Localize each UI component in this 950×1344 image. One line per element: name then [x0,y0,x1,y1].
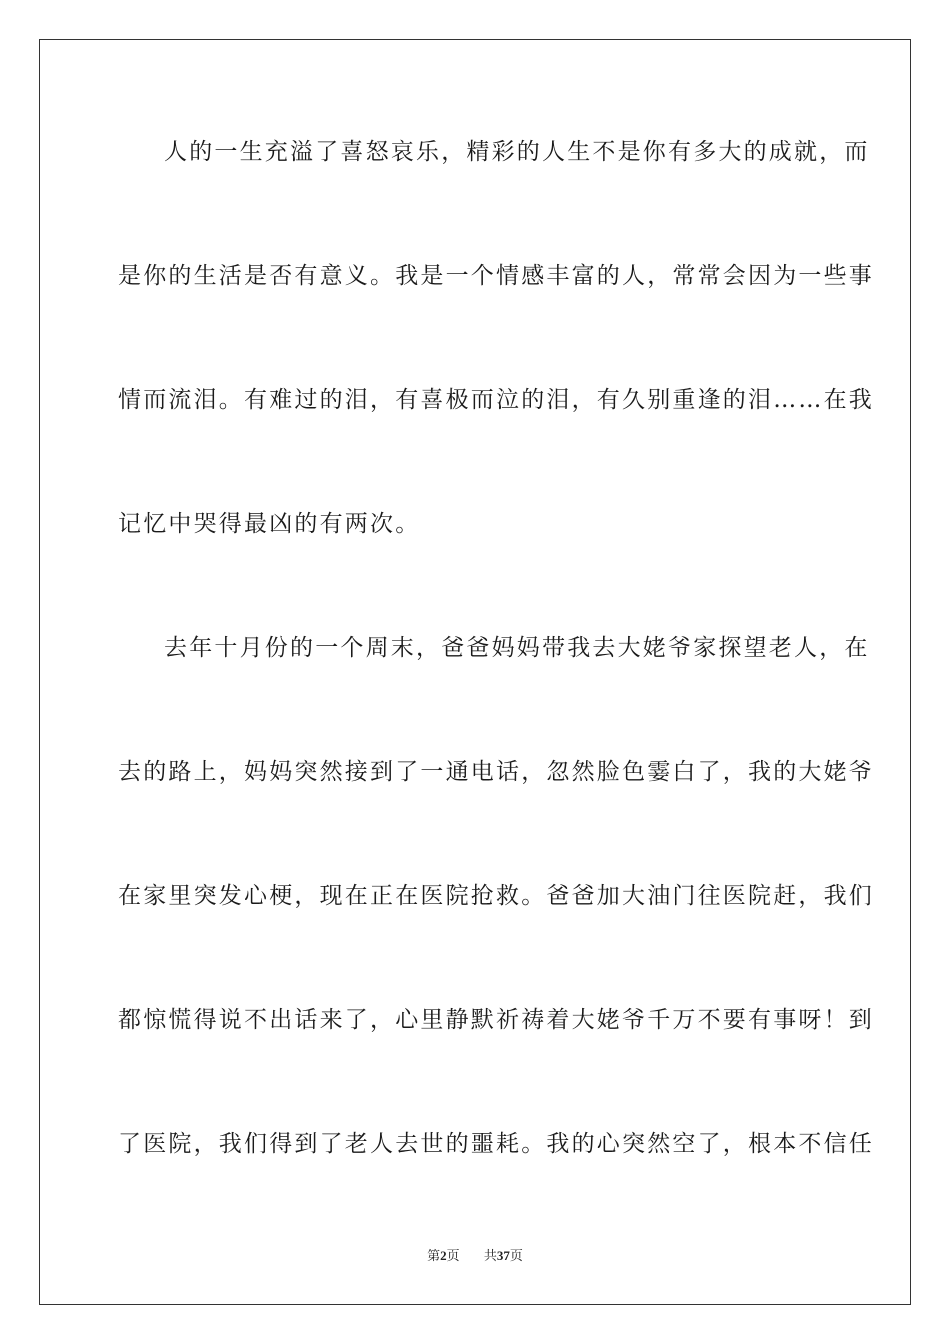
text-line: 去年十月份的一个周末，爸爸妈妈带我去大姥爷家探望老人，在 [164,635,870,661]
text-line: 在家里突发心梗，现在正在医院抢救。爸爸加大油门往医院赶，我们 [118,883,874,909]
text-line: 记忆中哭得最凶的有两次。 [118,511,421,537]
text-line: 都惊慌得说不出话来了，心里静默祈祷着大姥爷千万不要有事呀！到 [118,1007,874,1033]
page-footer [0,1247,950,1266]
page-total-prefix: 共 [483,1249,497,1264]
page-total: 37 [496,1248,510,1263]
page-number-prefix: 第 [427,1249,441,1264]
page-number-suffix: 页 [446,1249,460,1264]
page-total-suffix: 页 [509,1249,523,1264]
text-line: 是你的生活是否有意义。我是一个情感丰富的人，常常会因为一些事 [118,263,874,289]
text-line: 人的一生充溢了喜怒哀乐，精彩的人生不是你有多大的成就，而 [164,139,870,165]
page-number-current: 2 [440,1248,447,1263]
text-line: 情而流泪。有难过的泪，有喜极而泣的泪，有久别重逢的泪……在我 [118,387,874,413]
text-line: 了医院，我们得到了老人去世的噩耗。我的心突然空了，根本不信任 [118,1131,874,1157]
text-line: 去的路上，妈妈突然接到了一通电话，忽然脸色霎白了，我的大姥爷 [118,759,874,785]
page-frame [39,39,911,1305]
